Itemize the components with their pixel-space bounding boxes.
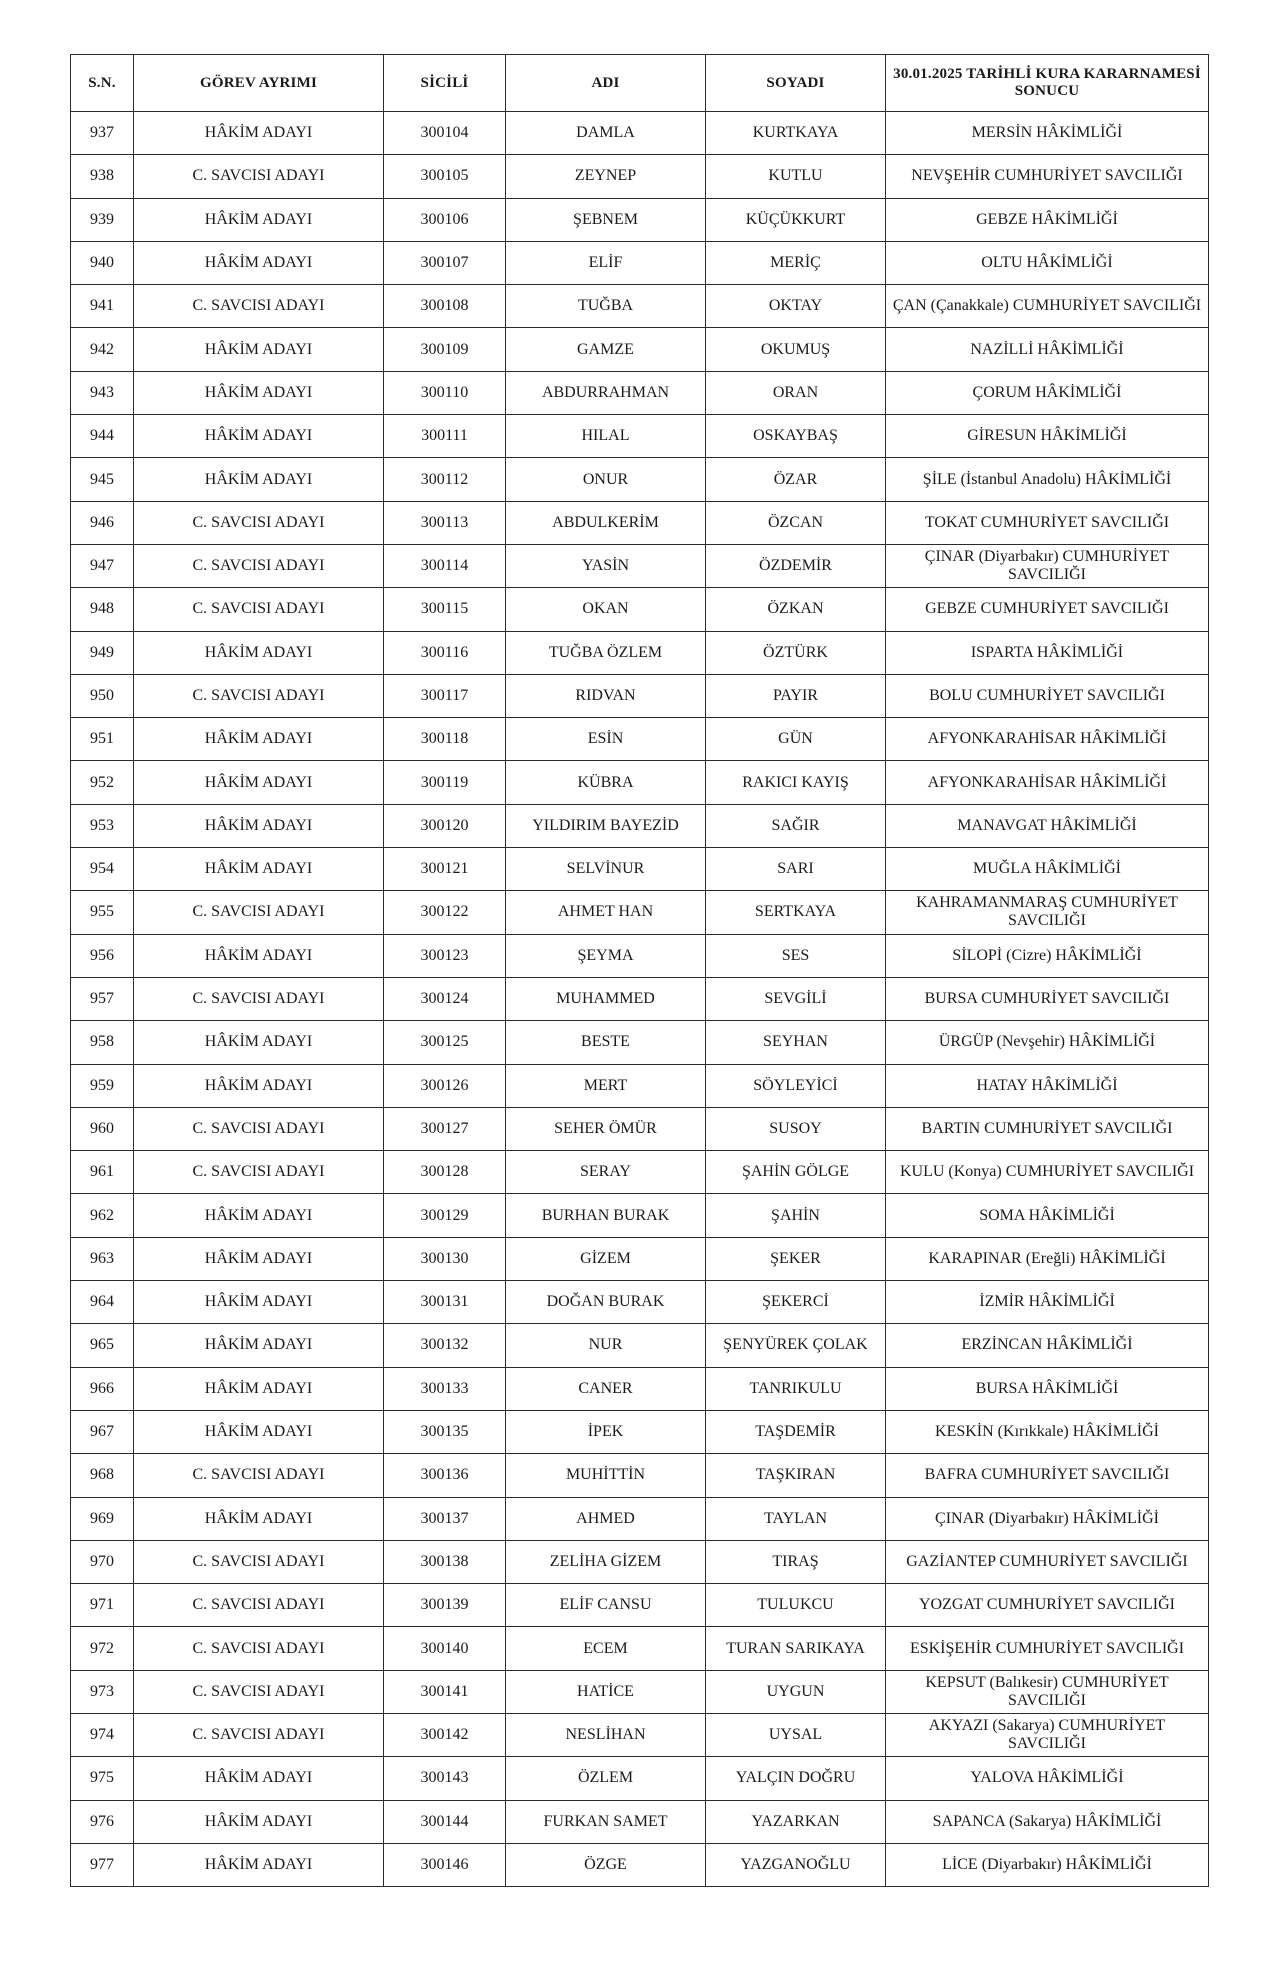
cell-soyadi: RAKICI KAYIŞ — [706, 761, 886, 804]
cell-kura-sonucu: SAPANCA (Sakarya) HÂKİMLİĞİ — [886, 1800, 1209, 1843]
cell-gorev-ayrimi: C. SAVCISI ADAYI — [134, 674, 384, 717]
cell-gorev-ayrimi: HÂKİM ADAYI — [134, 112, 384, 155]
cell-gorev-ayrimi: C. SAVCISI ADAYI — [134, 544, 384, 587]
cell-sn: 954 — [71, 848, 134, 891]
cell-sicili: 300125 — [384, 1021, 506, 1064]
cell-kura-sonucu: AFYONKARAHİSAR HÂKİMLİĞİ — [886, 718, 1209, 761]
table-row — [71, 285, 1209, 328]
cell-sicili: 300140 — [384, 1627, 506, 1670]
cell-kura-sonucu: ESKİŞEHİR CUMHURİYET SAVCILIĞI — [886, 1627, 1209, 1670]
cell-sicili: 300139 — [384, 1584, 506, 1627]
cell-soyadi: SUSOY — [706, 1107, 886, 1150]
cell-kura-sonucu: BURSA HÂKİMLİĞİ — [886, 1367, 1209, 1410]
cell-sicili: 300116 — [384, 631, 506, 674]
cell-sn: 949 — [71, 631, 134, 674]
table-row — [71, 458, 1209, 501]
cell-sn: 964 — [71, 1281, 134, 1324]
cell-adi: ŞEYMA — [506, 934, 706, 977]
table-row — [71, 371, 1209, 414]
cell-sn: 965 — [71, 1324, 134, 1367]
cell-sicili: 300115 — [384, 588, 506, 631]
table-row — [71, 1843, 1209, 1886]
table-row — [71, 848, 1209, 891]
document-page — [70, 54, 1208, 1887]
table-row — [71, 112, 1209, 155]
cell-gorev-ayrimi: C. SAVCISI ADAYI — [134, 1584, 384, 1627]
cell-soyadi: OKUMUŞ — [706, 328, 886, 371]
cell-sn: 953 — [71, 804, 134, 847]
cell-sn: 941 — [71, 285, 134, 328]
cell-kura-sonucu: YALOVA HÂKİMLİĞİ — [886, 1757, 1209, 1800]
table-row — [71, 934, 1209, 977]
table-row — [71, 1064, 1209, 1107]
cell-gorev-ayrimi: C. SAVCISI ADAYI — [134, 1670, 384, 1713]
cell-sn: 969 — [71, 1497, 134, 1540]
cell-kura-sonucu: GEBZE CUMHURİYET SAVCILIĞI — [886, 588, 1209, 631]
cell-gorev-ayrimi: C. SAVCISI ADAYI — [134, 285, 384, 328]
cell-sicili: 300124 — [384, 977, 506, 1020]
cell-adi: AHMED — [506, 1497, 706, 1540]
cell-sicili: 300130 — [384, 1237, 506, 1280]
cell-sn: 967 — [71, 1410, 134, 1453]
cell-gorev-ayrimi: HÂKİM ADAYI — [134, 328, 384, 371]
cell-sn: 971 — [71, 1584, 134, 1627]
cell-gorev-ayrimi: HÂKİM ADAYI — [134, 761, 384, 804]
cell-sn: 944 — [71, 415, 134, 458]
cell-kura-sonucu: MERSİN HÂKİMLİĞİ — [886, 112, 1209, 155]
cell-sicili: 300138 — [384, 1540, 506, 1583]
cell-gorev-ayrimi: C. SAVCISI ADAYI — [134, 977, 384, 1020]
cell-kura-sonucu: YOZGAT CUMHURİYET SAVCILIĞI — [886, 1584, 1209, 1627]
cell-adi: BURHAN BURAK — [506, 1194, 706, 1237]
cell-sn: 962 — [71, 1194, 134, 1237]
cell-sicili: 300142 — [384, 1713, 506, 1756]
cell-adi: KÜBRA — [506, 761, 706, 804]
table-row — [71, 891, 1209, 934]
cell-adi: MUHAMMED — [506, 977, 706, 1020]
cell-sn: 963 — [71, 1237, 134, 1280]
cell-gorev-ayrimi: HÂKİM ADAYI — [134, 458, 384, 501]
cell-adi: ŞEBNEM — [506, 198, 706, 241]
cell-gorev-ayrimi: C. SAVCISI ADAYI — [134, 891, 384, 934]
cell-adi: HILAL — [506, 415, 706, 458]
table-body — [71, 112, 1209, 1887]
cell-soyadi: UYGUN — [706, 1670, 886, 1713]
cell-kura-sonucu: ISPARTA HÂKİMLİĞİ — [886, 631, 1209, 674]
cell-gorev-ayrimi: HÂKİM ADAYI — [134, 1281, 384, 1324]
cell-kura-sonucu: NAZİLLİ HÂKİMLİĞİ — [886, 328, 1209, 371]
cell-sicili: 300146 — [384, 1843, 506, 1886]
cell-soyadi: TURAN SARIKAYA — [706, 1627, 886, 1670]
table-row — [71, 1410, 1209, 1453]
cell-gorev-ayrimi: HÂKİM ADAYI — [134, 1800, 384, 1843]
cell-adi: OKAN — [506, 588, 706, 631]
table-row — [71, 1021, 1209, 1064]
cell-adi: ZELİHA GİZEM — [506, 1540, 706, 1583]
cell-gorev-ayrimi: HÂKİM ADAYI — [134, 718, 384, 761]
cell-gorev-ayrimi: HÂKİM ADAYI — [134, 1021, 384, 1064]
table-row — [71, 1800, 1209, 1843]
cell-kura-sonucu: ŞİLE (İstanbul Anadolu) HÂKİMLİĞİ — [886, 458, 1209, 501]
cell-sicili: 300141 — [384, 1670, 506, 1713]
cell-adi: ESİN — [506, 718, 706, 761]
cell-sicili: 300111 — [384, 415, 506, 458]
header-adi: ADI — [506, 55, 706, 112]
cell-sn: 956 — [71, 934, 134, 977]
cell-sicili: 300107 — [384, 241, 506, 284]
table-row — [71, 718, 1209, 761]
table-row — [71, 977, 1209, 1020]
cell-sicili: 300135 — [384, 1410, 506, 1453]
cell-soyadi: ŞEKERCİ — [706, 1281, 886, 1324]
cell-adi: SERAY — [506, 1151, 706, 1194]
table-row — [71, 1540, 1209, 1583]
cell-sicili: 300126 — [384, 1064, 506, 1107]
cell-adi: FURKAN SAMET — [506, 1800, 706, 1843]
cell-sicili: 300128 — [384, 1151, 506, 1194]
cell-soyadi: ŞEKER — [706, 1237, 886, 1280]
cell-soyadi: YALÇIN DOĞRU — [706, 1757, 886, 1800]
table-row — [71, 241, 1209, 284]
cell-adi: SELVİNUR — [506, 848, 706, 891]
cell-gorev-ayrimi: HÂKİM ADAYI — [134, 1410, 384, 1453]
table-row — [71, 1367, 1209, 1410]
cell-gorev-ayrimi: HÂKİM ADAYI — [134, 1194, 384, 1237]
table-row — [71, 1670, 1209, 1713]
table-row — [71, 1713, 1209, 1756]
cell-gorev-ayrimi: C. SAVCISI ADAYI — [134, 1107, 384, 1150]
cell-soyadi: KUTLU — [706, 155, 886, 198]
cell-kura-sonucu: KESKİN (Kırıkkale) HÂKİMLİĞİ — [886, 1410, 1209, 1453]
cell-kura-sonucu: GAZİANTEP CUMHURİYET SAVCILIĞI — [886, 1540, 1209, 1583]
header-row — [71, 55, 1209, 112]
cell-kura-sonucu: KEPSUT (Balıkesir) CUMHURİYET SAVCILIĞI — [886, 1670, 1209, 1713]
cell-soyadi: ŞAHİN — [706, 1194, 886, 1237]
cell-sicili: 300110 — [384, 371, 506, 414]
cell-gorev-ayrimi: HÂKİM ADAYI — [134, 804, 384, 847]
cell-adi: İPEK — [506, 1410, 706, 1453]
cell-sn: 972 — [71, 1627, 134, 1670]
cell-kura-sonucu: BARTIN CUMHURİYET SAVCILIĞI — [886, 1107, 1209, 1150]
cell-adi: RIDVAN — [506, 674, 706, 717]
cell-sn: 970 — [71, 1540, 134, 1583]
cell-sn: 960 — [71, 1107, 134, 1150]
cell-adi: DAMLA — [506, 112, 706, 155]
cell-sn: 973 — [71, 1670, 134, 1713]
cell-soyadi: PAYIR — [706, 674, 886, 717]
cell-gorev-ayrimi: HÂKİM ADAYI — [134, 371, 384, 414]
cell-sicili: 300118 — [384, 718, 506, 761]
cell-sn: 955 — [71, 891, 134, 934]
cell-soyadi: TAŞDEMİR — [706, 1410, 886, 1453]
cell-gorev-ayrimi: HÂKİM ADAYI — [134, 1237, 384, 1280]
cell-kura-sonucu: SİLOPİ (Cizre) HÂKİMLİĞİ — [886, 934, 1209, 977]
cell-soyadi: SAĞIR — [706, 804, 886, 847]
cell-kura-sonucu: SOMA HÂKİMLİĞİ — [886, 1194, 1209, 1237]
cell-kura-sonucu: AFYONKARAHİSAR HÂKİMLİĞİ — [886, 761, 1209, 804]
cell-soyadi: SES — [706, 934, 886, 977]
cell-gorev-ayrimi: HÂKİM ADAYI — [134, 1367, 384, 1410]
cell-adi: SEHER ÖMÜR — [506, 1107, 706, 1150]
cell-sn: 948 — [71, 588, 134, 631]
cell-sn: 939 — [71, 198, 134, 241]
cell-sn: 946 — [71, 501, 134, 544]
cell-kura-sonucu: BOLU CUMHURİYET SAVCILIĞI — [886, 674, 1209, 717]
cell-sn: 947 — [71, 544, 134, 587]
cell-adi: ELİF CANSU — [506, 1584, 706, 1627]
cell-soyadi: OSKAYBAŞ — [706, 415, 886, 458]
cell-adi: BESTE — [506, 1021, 706, 1064]
cell-gorev-ayrimi: HÂKİM ADAYI — [134, 1064, 384, 1107]
cell-soyadi: TAŞKIRAN — [706, 1454, 886, 1497]
cell-kura-sonucu: ÇORUM HÂKİMLİĞİ — [886, 371, 1209, 414]
cell-kura-sonucu: ÜRGÜP (Nevşehir) HÂKİMLİĞİ — [886, 1021, 1209, 1064]
cell-gorev-ayrimi: C. SAVCISI ADAYI — [134, 1151, 384, 1194]
cell-sicili: 300120 — [384, 804, 506, 847]
cell-adi: AHMET HAN — [506, 891, 706, 934]
cell-kura-sonucu: OLTU HÂKİMLİĞİ — [886, 241, 1209, 284]
cell-sicili: 300105 — [384, 155, 506, 198]
cell-sn: 974 — [71, 1713, 134, 1756]
cell-kura-sonucu: ÇINAR (Diyarbakır) CUMHURİYET SAVCILIĞI — [886, 544, 1209, 587]
cell-adi: GİZEM — [506, 1237, 706, 1280]
cell-gorev-ayrimi: C. SAVCISI ADAYI — [134, 588, 384, 631]
cell-kura-sonucu: GİRESUN HÂKİMLİĞİ — [886, 415, 1209, 458]
cell-gorev-ayrimi: C. SAVCISI ADAYI — [134, 1713, 384, 1756]
cell-soyadi: SARI — [706, 848, 886, 891]
cell-sicili: 300123 — [384, 934, 506, 977]
cell-sicili: 300144 — [384, 1800, 506, 1843]
cell-soyadi: KÜÇÜKKURT — [706, 198, 886, 241]
cell-gorev-ayrimi: HÂKİM ADAYI — [134, 415, 384, 458]
cell-sicili: 300112 — [384, 458, 506, 501]
cell-soyadi: ÖZKAN — [706, 588, 886, 631]
cell-gorev-ayrimi: HÂKİM ADAYI — [134, 1324, 384, 1367]
cell-sn: 977 — [71, 1843, 134, 1886]
header-soyadi: SOYADI — [706, 55, 886, 112]
cell-sicili: 300143 — [384, 1757, 506, 1800]
cell-sn: 957 — [71, 977, 134, 1020]
table-row — [71, 1757, 1209, 1800]
cell-adi: NESLİHAN — [506, 1713, 706, 1756]
cell-sn: 940 — [71, 241, 134, 284]
cell-kura-sonucu: İZMİR HÂKİMLİĞİ — [886, 1281, 1209, 1324]
cell-sicili: 300122 — [384, 891, 506, 934]
cell-sn: 951 — [71, 718, 134, 761]
cell-kura-sonucu: LİCE (Diyarbakır) HÂKİMLİĞİ — [886, 1843, 1209, 1886]
cell-soyadi: YAZARKAN — [706, 1800, 886, 1843]
cell-gorev-ayrimi: HÂKİM ADAYI — [134, 848, 384, 891]
cell-sn: 976 — [71, 1800, 134, 1843]
cell-soyadi: KURTKAYA — [706, 112, 886, 155]
cell-sicili: 300121 — [384, 848, 506, 891]
cell-sicili: 300113 — [384, 501, 506, 544]
cell-kura-sonucu: MUĞLA HÂKİMLİĞİ — [886, 848, 1209, 891]
cell-gorev-ayrimi: C. SAVCISI ADAYI — [134, 155, 384, 198]
cell-adi: ZEYNEP — [506, 155, 706, 198]
cell-sn: 958 — [71, 1021, 134, 1064]
table-row — [71, 588, 1209, 631]
cell-soyadi: SÖYLEYİCİ — [706, 1064, 886, 1107]
table-row — [71, 544, 1209, 587]
cell-soyadi: ÖZTÜRK — [706, 631, 886, 674]
cell-gorev-ayrimi: HÂKİM ADAYI — [134, 1843, 384, 1886]
cell-sn: 961 — [71, 1151, 134, 1194]
cell-soyadi: TANRIKULU — [706, 1367, 886, 1410]
cell-soyadi: MERİÇ — [706, 241, 886, 284]
cell-gorev-ayrimi: HÂKİM ADAYI — [134, 1497, 384, 1540]
cell-adi: ECEM — [506, 1627, 706, 1670]
cell-adi: ABDURRAHMAN — [506, 371, 706, 414]
cell-soyadi: TULUKCU — [706, 1584, 886, 1627]
cell-sn: 968 — [71, 1454, 134, 1497]
cell-kura-sonucu: BURSA CUMHURİYET SAVCILIĞI — [886, 977, 1209, 1020]
cell-kura-sonucu: ÇINAR (Diyarbakır) HÂKİMLİĞİ — [886, 1497, 1209, 1540]
cell-kura-sonucu: KULU (Konya) CUMHURİYET SAVCILIĞI — [886, 1151, 1209, 1194]
cell-adi: MUHİTTİN — [506, 1454, 706, 1497]
header-gorev-ayrimi: GÖREV AYRIMI — [134, 55, 384, 112]
cell-gorev-ayrimi: HÂKİM ADAYI — [134, 241, 384, 284]
table-row — [71, 1194, 1209, 1237]
table-row — [71, 1584, 1209, 1627]
table-row — [71, 674, 1209, 717]
cell-gorev-ayrimi: HÂKİM ADAYI — [134, 934, 384, 977]
cell-sn: 959 — [71, 1064, 134, 1107]
cell-adi: ELİF — [506, 241, 706, 284]
header-kura-sonucu: 30.01.2025 TARİHLİ KURA KARARNAMESİ SONUCU — [886, 55, 1209, 112]
table-row — [71, 1324, 1209, 1367]
cell-sicili: 300109 — [384, 328, 506, 371]
cell-sn: 945 — [71, 458, 134, 501]
table-row — [71, 1237, 1209, 1280]
cell-sicili: 300106 — [384, 198, 506, 241]
cell-gorev-ayrimi: C. SAVCISI ADAYI — [134, 1540, 384, 1583]
cell-sn: 952 — [71, 761, 134, 804]
cell-gorev-ayrimi: C. SAVCISI ADAYI — [134, 501, 384, 544]
table-row — [71, 1454, 1209, 1497]
table-row — [71, 1497, 1209, 1540]
cell-sn: 966 — [71, 1367, 134, 1410]
cell-sicili: 300133 — [384, 1367, 506, 1410]
cell-kura-sonucu: ERZİNCAN HÂKİMLİĞİ — [886, 1324, 1209, 1367]
cell-soyadi: ÖZAR — [706, 458, 886, 501]
cell-soyadi: TIRAŞ — [706, 1540, 886, 1583]
cell-adi: ÖZLEM — [506, 1757, 706, 1800]
cell-kura-sonucu: BAFRA CUMHURİYET SAVCILIĞI — [886, 1454, 1209, 1497]
cell-adi: DOĞAN BURAK — [506, 1281, 706, 1324]
cell-kura-sonucu: TOKAT CUMHURİYET SAVCILIĞI — [886, 501, 1209, 544]
cell-adi: GAMZE — [506, 328, 706, 371]
cell-soyadi: ORAN — [706, 371, 886, 414]
cell-adi: NUR — [506, 1324, 706, 1367]
table-row — [71, 631, 1209, 674]
cell-soyadi: ŞAHİN GÖLGE — [706, 1151, 886, 1194]
cell-sicili: 300114 — [384, 544, 506, 587]
table-row — [71, 155, 1209, 198]
cell-kura-sonucu: ÇAN (Çanakkale) CUMHURİYET SAVCILIĞI — [886, 285, 1209, 328]
cell-soyadi: SERTKAYA — [706, 891, 886, 934]
cell-sn: 950 — [71, 674, 134, 717]
cell-soyadi: ÖZCAN — [706, 501, 886, 544]
cell-kura-sonucu: MANAVGAT HÂKİMLİĞİ — [886, 804, 1209, 847]
cell-adi: YASİN — [506, 544, 706, 587]
cell-sicili: 300136 — [384, 1454, 506, 1497]
cell-gorev-ayrimi: HÂKİM ADAYI — [134, 1757, 384, 1800]
cell-soyadi: ÖZDEMİR — [706, 544, 886, 587]
cell-adi: MERT — [506, 1064, 706, 1107]
cell-soyadi: OKTAY — [706, 285, 886, 328]
cell-kura-sonucu: KAHRAMANMARAŞ CUMHURİYET SAVCILIĞI — [886, 891, 1209, 934]
table-row — [71, 761, 1209, 804]
cell-adi: YILDIRIM BAYEZİD — [506, 804, 706, 847]
cell-gorev-ayrimi: C. SAVCISI ADAYI — [134, 1627, 384, 1670]
cell-sn: 937 — [71, 112, 134, 155]
cell-sicili: 300129 — [384, 1194, 506, 1237]
table-row — [71, 1107, 1209, 1150]
cell-adi: TUĞBA ÖZLEM — [506, 631, 706, 674]
cell-sn: 943 — [71, 371, 134, 414]
cell-kura-sonucu: NEVŞEHİR CUMHURİYET SAVCILIĞI — [886, 155, 1209, 198]
cell-soyadi: UYSAL — [706, 1713, 886, 1756]
cell-soyadi: ŞENYÜREK ÇOLAK — [706, 1324, 886, 1367]
table-row — [71, 1281, 1209, 1324]
cell-adi: ONUR — [506, 458, 706, 501]
cell-adi: ABDULKERİM — [506, 501, 706, 544]
table-row — [71, 501, 1209, 544]
cell-adi: TUĞBA — [506, 285, 706, 328]
cell-sicili: 300132 — [384, 1324, 506, 1367]
cell-soyadi: GÜN — [706, 718, 886, 761]
cell-soyadi: YAZGANOĞLU — [706, 1843, 886, 1886]
table-row — [71, 198, 1209, 241]
cell-soyadi: SEVGİLİ — [706, 977, 886, 1020]
cell-kura-sonucu: AKYAZI (Sakarya) CUMHURİYET SAVCILIĞI — [886, 1713, 1209, 1756]
table-row — [71, 1151, 1209, 1194]
cell-sicili: 300104 — [384, 112, 506, 155]
table-row — [71, 804, 1209, 847]
cell-sicili: 300127 — [384, 1107, 506, 1150]
cell-kura-sonucu: HATAY HÂKİMLİĞİ — [886, 1064, 1209, 1107]
table-row — [71, 1627, 1209, 1670]
cell-adi: CANER — [506, 1367, 706, 1410]
table-row — [71, 328, 1209, 371]
header-sn: S.N. — [71, 55, 134, 112]
cell-sicili: 300108 — [384, 285, 506, 328]
table-row — [71, 415, 1209, 458]
cell-gorev-ayrimi: HÂKİM ADAYI — [134, 631, 384, 674]
cell-adi: ÖZGE — [506, 1843, 706, 1886]
cell-sn: 938 — [71, 155, 134, 198]
header-sicili: SİCİLİ — [384, 55, 506, 112]
cell-sicili: 300137 — [384, 1497, 506, 1540]
cell-adi: HATİCE — [506, 1670, 706, 1713]
cell-sn: 942 — [71, 328, 134, 371]
cell-gorev-ayrimi: HÂKİM ADAYI — [134, 198, 384, 241]
cell-sicili: 300119 — [384, 761, 506, 804]
cell-sicili: 300117 — [384, 674, 506, 717]
cell-kura-sonucu: GEBZE HÂKİMLİĞİ — [886, 198, 1209, 241]
cell-sicili: 300131 — [384, 1281, 506, 1324]
cell-sn: 975 — [71, 1757, 134, 1800]
assignment-table — [70, 54, 1209, 1887]
cell-gorev-ayrimi: C. SAVCISI ADAYI — [134, 1454, 384, 1497]
cell-soyadi: TAYLAN — [706, 1497, 886, 1540]
cell-soyadi: SEYHAN — [706, 1021, 886, 1064]
cell-kura-sonucu: KARAPINAR (Ereğli) HÂKİMLİĞİ — [886, 1237, 1209, 1280]
table-header — [71, 55, 1209, 112]
